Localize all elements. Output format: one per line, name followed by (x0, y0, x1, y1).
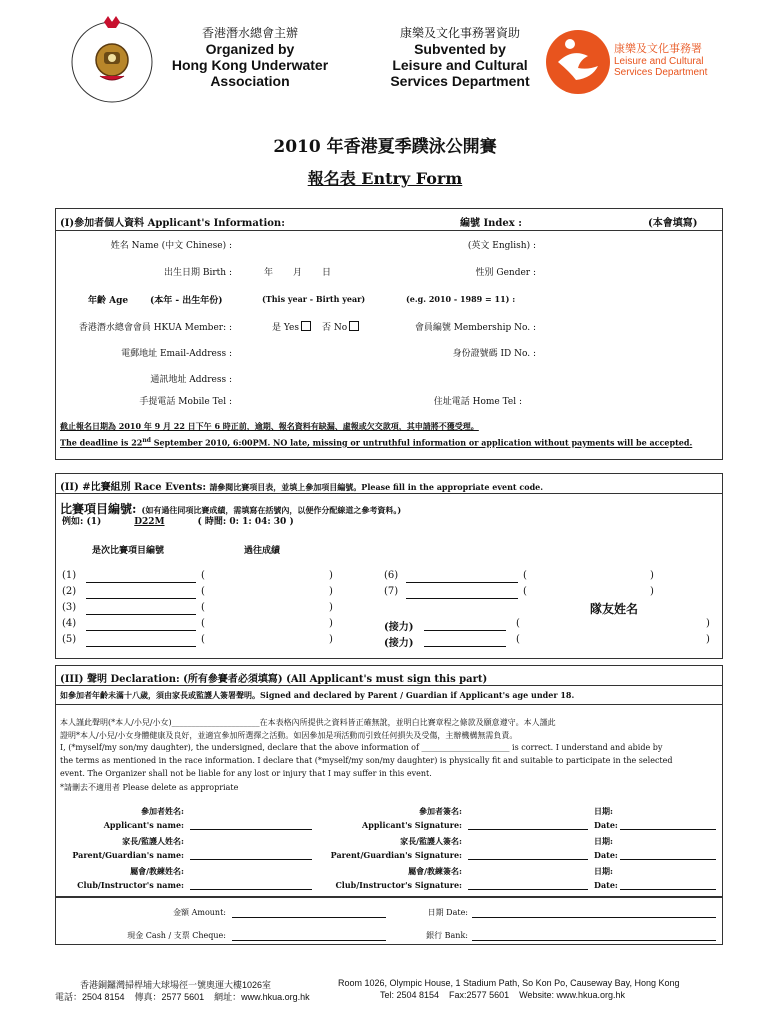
member-yes-label: 是 Yes (272, 323, 299, 333)
teammate-input[interactable] (526, 618, 696, 630)
section-1-header-divider (55, 230, 723, 231)
gender-label: 性別 Gender : (475, 268, 536, 278)
member-no-option[interactable] (322, 320, 361, 333)
race-events-title: (II) #比賽組別 Race Events: (60, 482, 207, 493)
footer-address-zh: 香港銅鑼灣掃桿埔大球場徑一號奧運大樓1026室 (80, 980, 272, 990)
bank-label: 銀行 Bank: (426, 931, 468, 940)
applicant-date-en: Date: (594, 820, 618, 830)
applicant-sig-en: Applicant's Signature: (362, 820, 462, 830)
example-code: D22M (134, 517, 165, 527)
club-date-en: Date: (594, 880, 618, 890)
lcsd-en-1: Leisure and Cultural (614, 56, 704, 67)
name-en-label: (英文 English) : (467, 241, 536, 251)
deadline-en-sup: nd (142, 437, 151, 444)
dob-input[interactable]: 年 月 日 (264, 268, 332, 278)
name-en-input[interactable] (540, 236, 716, 250)
mobile-input[interactable] (236, 392, 416, 406)
event-code-input[interactable] (406, 598, 518, 599)
guardian-date-zh: 日期: (594, 836, 613, 846)
guardian-name-en: Parent/Guardian's name: (72, 850, 184, 860)
lcsd-en-2: Services Department (614, 67, 708, 78)
teammates-label: 隊友姓名 (590, 602, 639, 616)
organizer-en-2: Hong Kong Underwater (171, 57, 329, 73)
organizer-block (150, 24, 350, 89)
age-formula-en: (This year - Birth year) (262, 294, 366, 304)
deadline-en-post: September 2010, 6:00PM. NO late, missing or untruthful information or application without payments will be accepted. (150, 437, 693, 448)
relay-label: (接力) (384, 638, 414, 649)
open-paren: ( (523, 570, 527, 581)
sponsor-block (370, 24, 550, 89)
codes-note: (如有過往同項比賽成績，需填寫在括號內，以便作分配線道之參考資料。) (141, 505, 402, 515)
past-result-input[interactable] (212, 618, 322, 630)
membership-no-label: 會員編號 Membership No. : (414, 323, 536, 333)
event-row-label: (2) (62, 586, 77, 597)
lcsd-zh: 康樂及文化事務署 (614, 43, 702, 55)
page-subtitle: 報名表 Entry Form (307, 169, 463, 188)
declaration-zh-2: 證明*本人/小兒/小女身體健康及良好，並適宜參加所選擇之活動。如因參加是項活動而引致任何損失及受傷，主辦機構無需負責。 (60, 731, 518, 740)
member-yes-option[interactable] (272, 320, 313, 333)
bank-input[interactable] (472, 940, 716, 941)
payment-date-input[interactable] (472, 917, 716, 918)
section-3-header-divider (55, 685, 723, 686)
deadline-en-pre: The deadline is 22 (60, 437, 143, 448)
close-paren: ) (329, 602, 333, 613)
amount-label: 金額 Amount: (173, 908, 226, 917)
guardian-name-zh: 家長/監護人姓名: (122, 836, 184, 846)
cheque-input[interactable] (232, 940, 386, 941)
organizer-en-1: Organized by (205, 41, 295, 57)
event-code-input[interactable] (86, 598, 196, 599)
open-paren: ( (201, 618, 205, 629)
close-paren: ) (650, 586, 654, 597)
deadline-en (60, 437, 720, 448)
section-3-heading: (III) 聲明 Declaration: (所有參賽者必須填寫) (All Applicant's must sign this part) (60, 674, 488, 685)
event-row-5 (62, 634, 342, 648)
applicant-name-input[interactable] (190, 829, 312, 830)
event-row-label: (5) (62, 634, 77, 645)
office-use-label: (本會填寫) (648, 218, 698, 229)
payment-date-label: 日期 Date: (427, 908, 468, 917)
event-row-label: (6) (384, 570, 399, 581)
open-paren: ( (201, 586, 205, 597)
sponsor-en-1: Subvented by (414, 41, 506, 57)
teammate-input[interactable] (526, 634, 696, 646)
age-input[interactable] (540, 290, 716, 304)
section-3-sub-divider (55, 704, 723, 705)
event-code-input[interactable] (86, 582, 196, 583)
club-signature-input[interactable] (468, 889, 588, 890)
amount-input[interactable] (232, 917, 386, 918)
event-code-input[interactable] (406, 582, 518, 583)
club-sig-zh: 屬會/教練簽名: (408, 866, 462, 876)
footer-contact-en: Tel: 2504 8154 Fax:2577 5601 Website: www.hkua.org.hk (380, 990, 625, 1000)
event-row-6 (384, 570, 664, 584)
example-time: ( 時間: 0: 1: 04: 30 ) (197, 517, 294, 527)
guardian-date-input[interactable] (620, 859, 716, 860)
member-no-label: 否 No (322, 323, 348, 333)
past-result-input[interactable] (212, 634, 322, 646)
open-paren: ( (523, 586, 527, 597)
open-paren: ( (516, 634, 520, 645)
member-yes-checkbox[interactable] (301, 321, 311, 331)
section-2-heading (60, 478, 543, 493)
club-name-zh: 屬會/教練姓名: (130, 866, 184, 876)
codes-label: 比賽項目編號: (60, 502, 137, 516)
applicant-date-input[interactable] (620, 829, 716, 830)
deadline-zh: 截止報名日期為 2010 年 9 月 22 日下午 6 時正前，逾期、報名資料有缺漏、虛報或欠交款項，其申請將不獲受理。 (60, 421, 479, 431)
declaration-zh-1: 本人謹此聲明(*本人/小兒/小女)______________________在本表格內所提供之資料皆正確無訛，並明白比賽章程之條款及願意遵守。本人謹此 (60, 718, 556, 727)
close-paren: ) (706, 634, 710, 645)
applicant-name-en: Applicant's name: (103, 820, 184, 830)
event-code-input[interactable] (86, 646, 196, 647)
member-no-checkbox[interactable] (349, 321, 359, 331)
past-result-input[interactable] (212, 570, 322, 582)
email-label: 電郵地址 Email-Address : (121, 349, 232, 359)
close-paren: ) (329, 586, 333, 597)
relay-code-input[interactable] (424, 630, 506, 631)
event-row-label: (7) (384, 586, 399, 597)
event-row-1 (62, 570, 342, 584)
name-zh-label: 姓名 Name (中文 Chinese) : (110, 241, 232, 251)
page-title: 2010 年香港夏季蹼泳公開賽 (273, 137, 497, 157)
home-tel-input[interactable] (528, 392, 716, 406)
past-result-input[interactable] (212, 586, 322, 598)
example-label: 例如: (1) (62, 517, 102, 527)
applicant-sig-zh: 參加者簽名: (419, 806, 462, 816)
age-example: (e.g. 2010 - 1989 = 11) : (406, 294, 516, 304)
event-row-3 (62, 602, 342, 616)
open-paren: ( (516, 618, 520, 629)
close-paren: ) (706, 618, 710, 629)
club-date-zh: 日期: (594, 866, 613, 876)
past-result-input[interactable] (534, 570, 644, 582)
lcsd-text (614, 40, 724, 78)
footer-contact-zh: 電話：2504 8154 傳真：2577 5601 網址：www.hkua.org.hk (55, 992, 310, 1002)
cash-cheque-label: 現金 Cash / 支票 Cheque: (127, 931, 226, 940)
relay-row-2 (384, 634, 714, 648)
past-result-header: 過往成績 (244, 546, 281, 556)
club-name-en: Club/Instructor's name: (77, 880, 184, 890)
open-paren: ( (201, 602, 205, 613)
event-code-header: 是次比賽項目編號 (92, 546, 165, 556)
footer-address-en: Room 1026, Olympic House, 1 Stadium Path, So Kon Po, Causeway Bay, Hong Kong (338, 978, 680, 988)
event-row-label: (4) (62, 618, 77, 629)
past-result-input[interactable] (534, 586, 644, 598)
example-row (62, 514, 294, 527)
organizer-en-3: Association (210, 73, 290, 89)
name-zh-input[interactable] (236, 236, 416, 250)
race-events-note: 請參閱比賽項目表，並填上參加項目編號。Please fill in the appropriate event code. (209, 482, 544, 492)
close-paren: ) (329, 618, 333, 629)
relay-label: (接力) (384, 622, 414, 633)
age-formula-zh: (本年 - 出生年份) (150, 296, 223, 306)
close-paren: ) (329, 634, 333, 645)
membership-no-input[interactable] (540, 318, 716, 332)
delete-note: *請刪去不適用者 Please delete as appropriate (60, 783, 239, 792)
dob-label: 出生日期 Birth : (164, 268, 232, 278)
guardian-name-input[interactable] (190, 859, 312, 860)
applicant-name-zh: 參加者姓名: (141, 806, 184, 816)
relay-row-1 (384, 618, 714, 632)
age-label: 年齡 Age (88, 296, 129, 306)
past-result-input[interactable] (212, 602, 322, 614)
open-paren: ( (201, 570, 205, 581)
sponsor-en-2: Leisure and Cultural (392, 57, 528, 73)
applicant-date-zh: 日期: (594, 806, 613, 816)
event-code-input[interactable] (86, 630, 196, 631)
sponsor-zh: 康樂及文化事務署資助 (399, 26, 520, 40)
address-label: 通訊地址 Address : (150, 375, 232, 385)
event-row-4 (62, 618, 342, 632)
declaration-en-2: the terms as mentioned in the race information. I declare that (*myself/my son/my daughter) is physically fit and suitable to participate in the selected (60, 756, 673, 765)
close-paren: ) (329, 570, 333, 581)
member-label: 香港潛水總會會員 HKUA Member: : (78, 323, 232, 333)
event-code-input[interactable] (86, 614, 196, 615)
event-row-label: (1) (62, 570, 77, 581)
guardian-date-en: Date: (594, 850, 618, 860)
close-paren: ) (650, 570, 654, 581)
club-sig-en: Club/Instructor's Signature: (335, 880, 462, 890)
gender-input[interactable] (540, 263, 716, 277)
declaration-en-3: event. The Organizer shall not be liable for any lost or injury that I may suffer in this event. (60, 769, 432, 778)
organizer-zh: 香港潛水總會主辦 (201, 26, 298, 40)
section-1-heading: (I)參加者個人資料 Applicant's Information: (60, 218, 285, 229)
club-date-input[interactable] (620, 889, 716, 890)
event-row-2 (62, 586, 342, 600)
club-name-input[interactable] (190, 889, 312, 890)
declaration-en-1: I, (*myself/my son/my daughter), the undersigned, declare that the above information of ______________________ is correct. I understand and abide by (60, 743, 663, 752)
event-row-label: (3) (62, 602, 77, 613)
home-tel-label: 住址電話 Home Tel : (433, 397, 522, 407)
section-2-header-divider (55, 493, 723, 494)
email-input[interactable] (236, 344, 416, 358)
open-paren: ( (201, 634, 205, 645)
guardian-sig-zh: 家長/監護人簽名: (400, 836, 462, 846)
sponsor-en-3: Services Department (390, 73, 530, 89)
guardian-sig-en: Parent/Guardian's Signature: (330, 850, 462, 860)
id-label: 身份證號碼 ID No. : (452, 349, 536, 359)
guardian-signature-input[interactable] (468, 859, 588, 860)
applicant-signature-input[interactable] (468, 829, 588, 830)
mobile-label: 手提電話 Mobile Tel : (139, 397, 232, 407)
index-label: 編號 Index : (460, 218, 522, 229)
id-input[interactable] (540, 344, 716, 358)
relay-code-input[interactable] (424, 646, 506, 647)
lcsd-logo (542, 22, 614, 102)
event-row-7 (384, 586, 664, 600)
address-input[interactable] (236, 370, 716, 384)
under-18-note: 如參加者年齡未滿十八歲，須由家長或監護人簽署聲明。Signed and declared by Parent / Guardian if Applicant's age under 18. (60, 690, 575, 700)
